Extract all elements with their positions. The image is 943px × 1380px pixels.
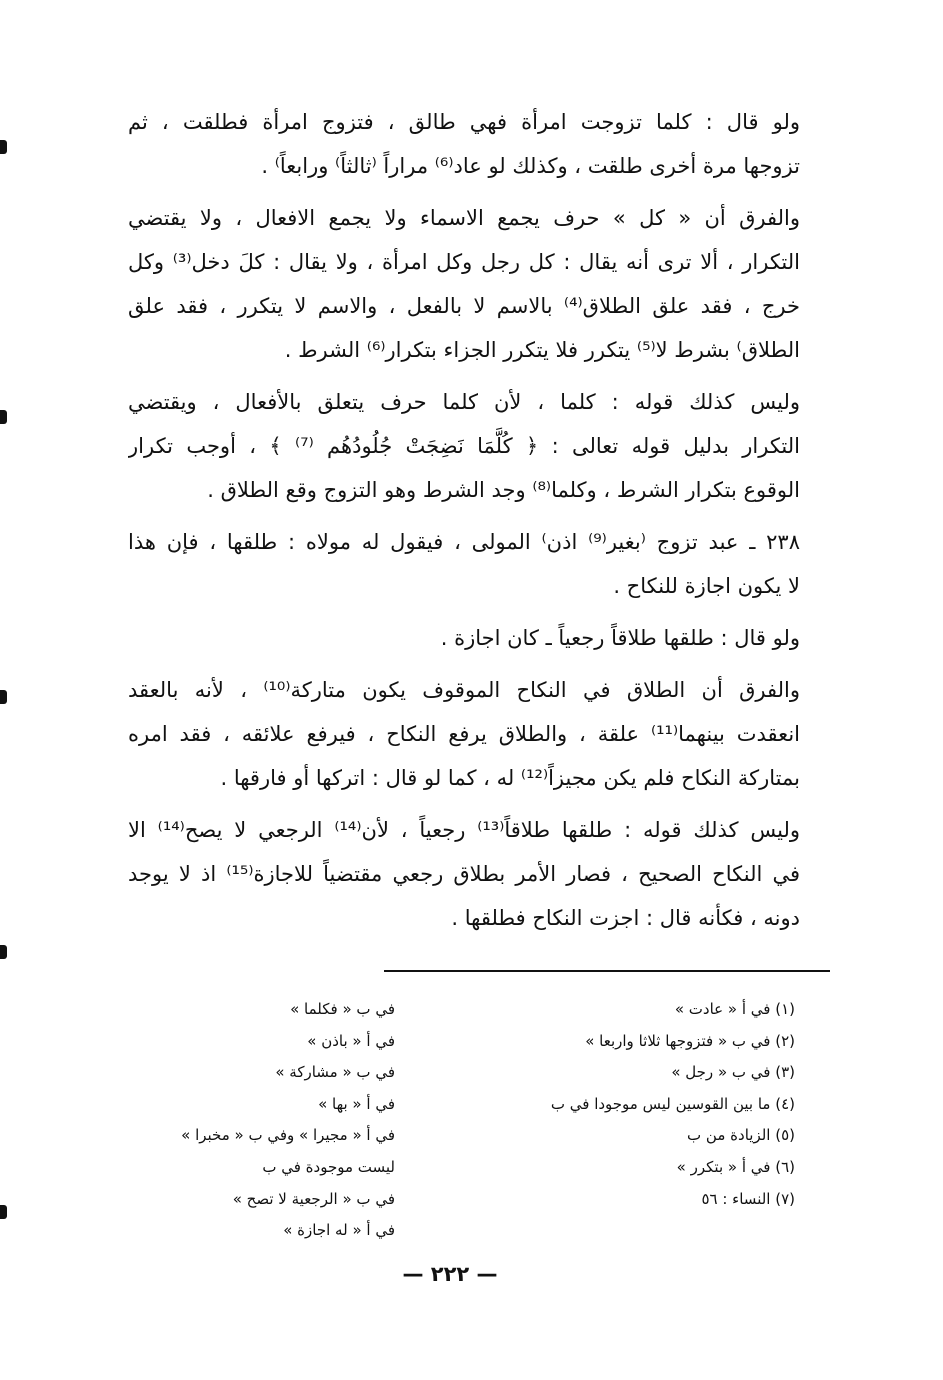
- footnote: في ب « مشاركة »: [275, 1063, 395, 1082]
- text-line: ولو قال : كلما تزوجت امرأة فهي طالق ، فتزوج امرأة فطلقت ، ثم: [128, 110, 800, 134]
- paragraph: [128, 808, 800, 940]
- footnote: في أ « مجيرا » وفي ب « مخبرا »: [181, 1126, 395, 1145]
- paragraph: [128, 520, 800, 608]
- main-text: [128, 100, 800, 948]
- text-line: والفرق أن « كل » حرف يجمع الاسماء ولا يجمع الافعال ، ولا يقتضي: [128, 206, 800, 230]
- text-line: تزوجها مرة أخرى طلقت ، وكذلك لو عاد⁽⁶⁾ مراراً ⁽ثالثاً⁾ ورابعاً⁾ .: [261, 154, 800, 178]
- footnote: في ب « فكلما »: [290, 1000, 395, 1018]
- paragraph: [128, 100, 800, 188]
- footnote: في أ « باذن »: [307, 1031, 395, 1050]
- footnote: في أ « له اجازة »: [283, 1221, 395, 1240]
- footnote: ليست موجودة في ب: [262, 1157, 395, 1176]
- page-number: — ٢٢٢ —: [402, 1262, 498, 1286]
- text-line: الوقوع بتكرار الشرط ، وكلما⁽⁸⁾ وجد الشرط وهو التزوج وقع الطلاق .: [207, 478, 800, 502]
- text-line: الطلاق⁾ بشرط لا⁽⁵⁾ يتكرر فلا يتكرر الجزاء بتكرار⁽⁶⁾ الشرط .: [284, 338, 800, 362]
- footnote-divider: [384, 970, 830, 972]
- text-line: بمتاركة النكاح فلم يكن مجيزاً⁽¹²⁾ له ، كما لو قال : اتركها أو فارقها .: [220, 766, 800, 790]
- text-line: في النكاح الصحيح ، فصار الأمر بطلاق رجعي مقتضياً للاجازة⁽¹⁵⁾ اذ لا يوجد: [128, 862, 800, 886]
- scan-edge-mark: [0, 140, 7, 154]
- text-line: والفرق أن الطلاق في النكاح الموقوف يكون متاركة⁽¹⁰⁾ ، لأنه بالعقد: [128, 678, 800, 702]
- paragraph: [128, 380, 800, 512]
- scan-edge-mark: [0, 410, 7, 424]
- footnote: (٥) الزيادة من ب: [687, 1126, 795, 1145]
- text-line: دونه ، فكأنه قال : اجزت النكاح فطلقها .: [451, 906, 800, 930]
- scan-edge-mark: [0, 945, 7, 959]
- text-line: انعقدت بينهما⁽¹¹⁾ علقة ، والطلاق يرفع النكاح ، فيرفع علائقه ، فقد امره: [128, 722, 800, 746]
- paragraph: [128, 616, 800, 660]
- footnote: في أ « بها »: [318, 1094, 395, 1113]
- paragraph: [128, 668, 800, 800]
- scan-edge-mark: [0, 1205, 7, 1219]
- footnote: (٣) في ب « رجل »: [671, 1063, 795, 1082]
- footnote: (٤) ما بين القوسين ليس موجودا في ب: [550, 1094, 795, 1113]
- text-line: ولو قال : طلقها طلاقاً رجعياً ـ كان اجازة .: [440, 626, 800, 650]
- text-line: التكرار ، ألا ترى أنه يقال : كل رجل وكل امرأة ، ولا يقال : كلَ دخل⁽³⁾ وكل: [128, 250, 800, 274]
- text-line: التكرار بدليل قوله تعالى : ﴿ كُلَّمَا نَضِجَتْ جُلُودُهُم ⁽⁷⁾ ﴾ ، أوجب تكرار: [128, 434, 800, 458]
- paragraph: [128, 196, 800, 372]
- footnote: (٢) في ب « فتزوجها ثلاثا واربعا »: [585, 1031, 795, 1050]
- footnotes-column-right: [470, 994, 795, 1215]
- footnote: في ب « الرجعية لا تصح »: [232, 1189, 395, 1208]
- footnotes-column-left: [150, 994, 395, 1247]
- footnote: (٧) النساء : ٥٦: [701, 1189, 795, 1208]
- footnote: (٦) في أ « بتكرر »: [676, 1157, 795, 1176]
- text-line: لا يكون اجازة للنكاح .: [613, 574, 800, 598]
- text-line: خرج ، فقد علق الطلاق⁽⁴⁾ بالاسم لا بالفعل ، والاسم لا يتكرر ، فقد علق: [128, 294, 800, 318]
- text-line: ٢٣٨ ـ عبد تزوج ⁽بغير⁽⁹⁾ اذن⁾ المولى ، فيقول له مولاه : طلقها ، فإن هذا: [128, 530, 800, 554]
- text-line: وليس كذلك قوله : كلما ، لأن كلما حرف يتعلق بالأفعال ، ويقتضي: [128, 390, 800, 414]
- footnote: (١) في أ « عادت »: [674, 1000, 795, 1018]
- text-line: وليس كذلك قوله : طلقها طلاقاً⁽¹³⁾ رجعياً ، لأن⁽¹⁴⁾ الرجعي لا يصح⁽¹⁴⁾ الا: [128, 818, 800, 842]
- scan-edge-mark: [0, 690, 7, 704]
